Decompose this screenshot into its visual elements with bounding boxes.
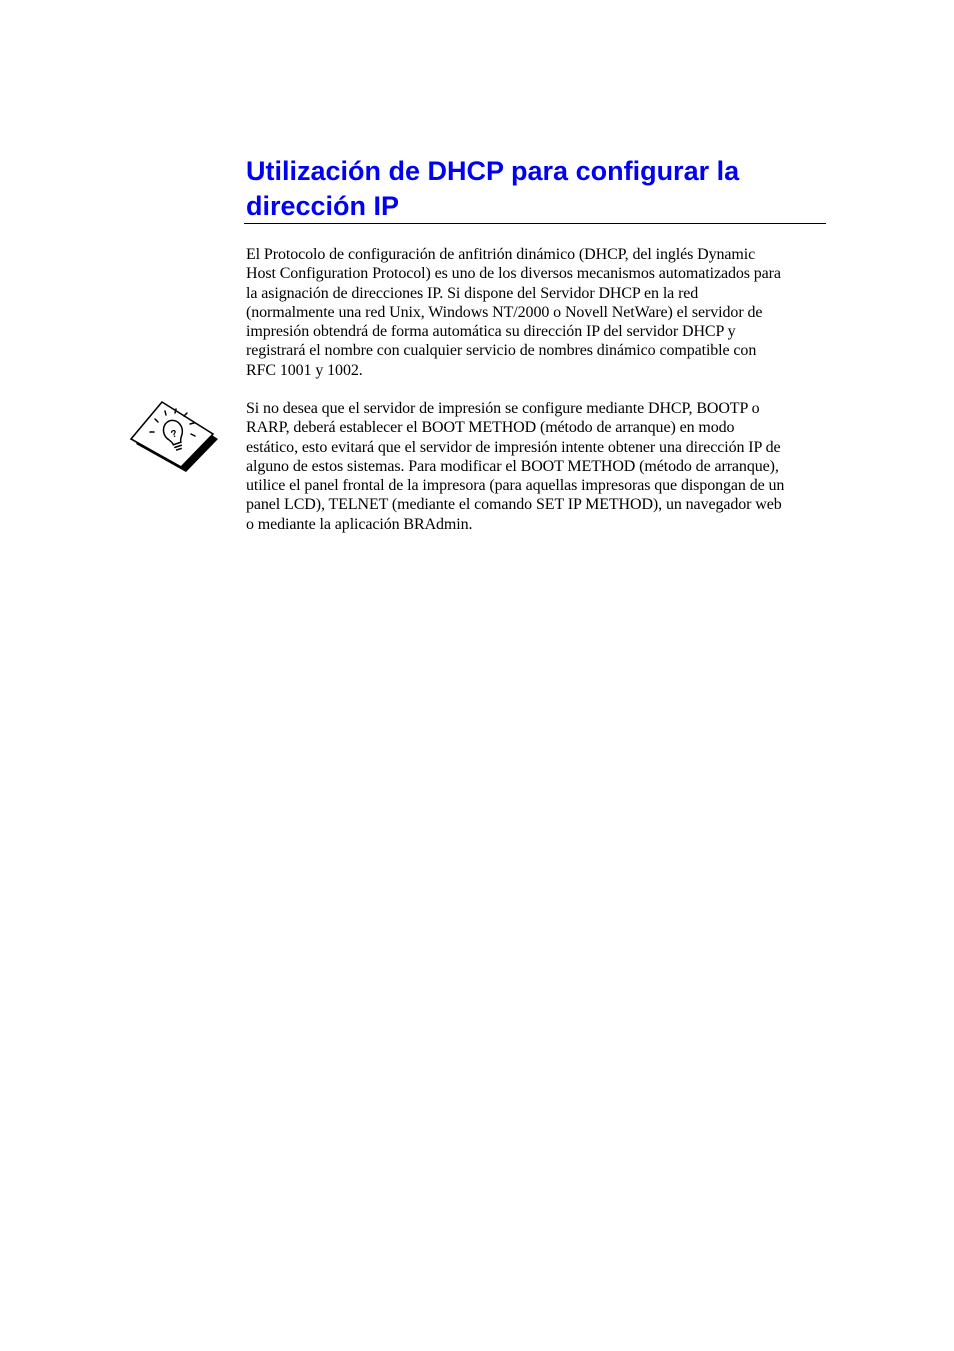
- section-heading: [246, 154, 826, 224]
- intro-paragraph: [246, 245, 836, 380]
- intro-line-6: registrará el nombre con cualquier servicio de nombres dinámico compatible con: [246, 342, 757, 360]
- svg-text:?: ?: [169, 428, 179, 441]
- intro-line-3: la asignación de direcciones IP. Si dispone del Servidor DHCP en la red: [246, 284, 699, 302]
- heading-line-1: Utilización de DHCP para configurar la: [246, 156, 740, 186]
- intro-line-7: RFC 1001 y 1002.: [246, 361, 363, 379]
- heading-underline: [244, 223, 826, 224]
- note-line-2: RARP, deberá establecer el BOOT METHOD (método de arranque) en modo: [246, 419, 735, 437]
- intro-line-5: impresión obtendrá de forma automática su dirección IP del servidor DHCP y: [246, 323, 736, 341]
- note-line-3: estático, esto evitará que el servidor de impresión intente obtener una dirección IP de: [246, 438, 781, 456]
- note-line-7: o mediante la aplicación BRAdmin.: [246, 515, 473, 533]
- lightbulb-note-icon: [128, 398, 220, 474]
- note-paragraph: [246, 399, 836, 534]
- note-line-4: alguno de estos sistemas. Para modificar el BOOT METHOD (método de arranque),: [246, 457, 779, 475]
- note-line-5: utilice el panel frontal de la impresora (para aquellas impresoras que dispongan de un: [246, 477, 785, 495]
- heading-line-2: dirección IP: [246, 191, 400, 221]
- note-line-1: Si no desea que el servidor de impresión se configure mediante DHCP, BOOTP o: [246, 400, 760, 417]
- intro-line-4: (normalmente una red Unix, Windows NT/2000 o Novell NetWare) el servidor de: [246, 303, 763, 321]
- intro-line-2: Host Configuration Protocol) es uno de los diversos mecanismos automatizados para: [246, 265, 781, 283]
- intro-line-1: El Protocolo de configuración de anfitrión dinámico (DHCP, del inglés Dynamic: [246, 246, 756, 263]
- note-line-6: panel LCD), TELNET (mediante el comando SET IP METHOD), un navegador web: [246, 496, 782, 514]
